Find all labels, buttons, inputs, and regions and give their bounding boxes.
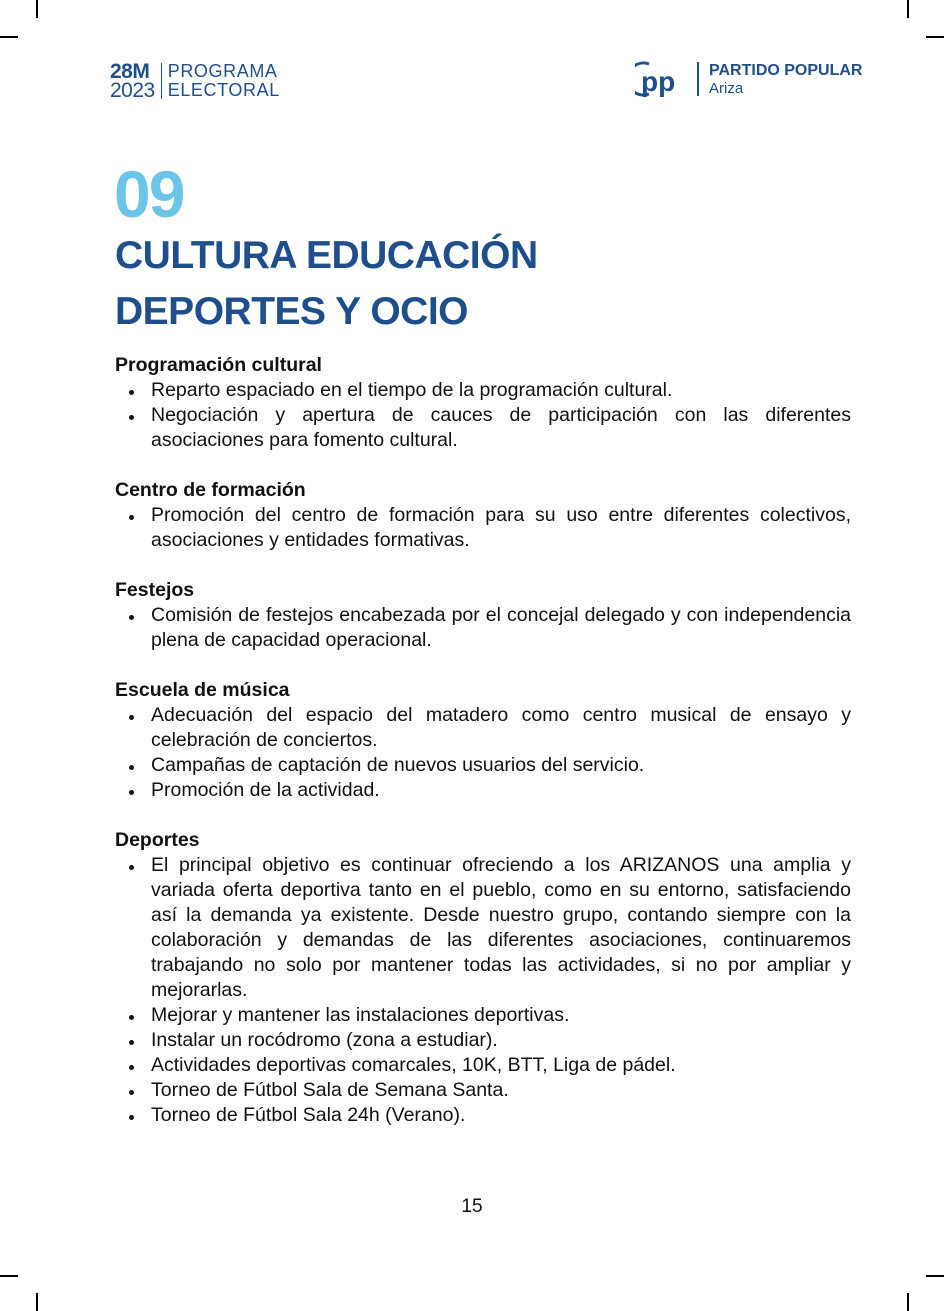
bullet-list: [115, 703, 851, 803]
brand-program: [168, 62, 280, 100]
bullet-icon: [129, 715, 134, 720]
crop-mark: [907, 1293, 909, 1311]
crop-mark: [0, 1275, 18, 1277]
section-festejos: [115, 578, 851, 653]
brand-date-bottom: 2023: [110, 79, 155, 102]
section-number: 09: [114, 157, 184, 231]
bullet-icon: [129, 1090, 134, 1095]
party-logo-text: pp: [641, 66, 676, 97]
list-item: [115, 378, 851, 403]
party-location: Ariza: [709, 79, 744, 97]
bullet-icon: [129, 765, 134, 770]
list-item: [115, 1028, 851, 1053]
list-item: [115, 1103, 851, 1128]
list-item: [115, 1003, 851, 1028]
list-item-text: Instalar un rocódromo (zona a estudiar).: [151, 1029, 498, 1051]
list-item-text: Promoción de la actividad.: [151, 779, 380, 801]
bullet-list: [115, 603, 851, 653]
section-heading: Escuela de música: [115, 679, 290, 701]
bullet-icon: [129, 1040, 134, 1045]
bullet-icon: [129, 865, 134, 870]
bullet-icon: [129, 1065, 134, 1070]
crop-mark: [36, 0, 38, 18]
page-title-line-2: DEPORTES Y OCIO: [115, 290, 468, 333]
brand-line-1: PROGRAMA: [167, 61, 278, 81]
bullet-icon: [129, 1015, 134, 1020]
party-text: [709, 62, 862, 97]
section-heading: Programación cultural: [115, 354, 322, 376]
page-number: 15: [461, 1196, 483, 1217]
section-deportes: [115, 828, 851, 1128]
bullet-icon: [129, 615, 134, 620]
bullet-icon: [129, 515, 134, 520]
list-item: [115, 1053, 851, 1078]
list-item-text: Reparto espaciado en el tiempo de la programación cultural.: [151, 379, 673, 401]
list-item: [115, 603, 851, 653]
crop-mark: [0, 36, 18, 38]
crop-mark: [926, 1275, 944, 1277]
party-logo-icon: [635, 60, 687, 98]
list-item-text: Campañas de captación de nuevos usuarios del servicio.: [151, 754, 645, 776]
list-item-text: Torneo de Fútbol Sala 24h (Verano).: [151, 1104, 466, 1126]
bullet-list: [115, 503, 851, 553]
brand-date-top: 28M: [110, 60, 150, 83]
list-item-text: Comisión de festejos encabezada por el concejal delegado y con independencia plena de capacidad operacional.: [151, 604, 851, 651]
bullet-list: [115, 378, 851, 453]
section-heading: Deportes: [115, 829, 200, 851]
section-programacion-cultural: [115, 353, 851, 453]
list-item: [115, 1078, 851, 1103]
program-content: [115, 353, 851, 1153]
section-escuela-musica: [115, 678, 851, 803]
section-centro-formacion: [115, 478, 851, 553]
brand-date: [110, 62, 155, 100]
bullet-icon: [129, 1115, 134, 1120]
bullet-list: [115, 853, 851, 1128]
list-item-text: Actividades deportivas comarcales, 10K, BTT, Liga de pádel.: [151, 1054, 676, 1076]
list-item: [115, 403, 851, 453]
list-item-text: Negociación y apertura de cauces de participación con las diferentes asociaciones para fomento cultural.: [151, 404, 851, 451]
party-brand: [635, 60, 862, 98]
bullet-icon: [129, 390, 134, 395]
list-item-text: Adecuación del espacio del matadero como centro musical de ensayo y celebración de conciertos.: [151, 704, 851, 751]
party-name: PARTIDO POPULAR: [709, 61, 863, 79]
list-item: [115, 753, 851, 778]
list-item-text: Torneo de Fútbol Sala de Semana Santa.: [151, 1079, 509, 1101]
campaign-brand: [110, 62, 280, 100]
list-item-text: El principal objetivo es continuar ofreciendo a los ARIZANOS una amplia y variada oferta deportiva tanto en el pueblo, como en su entorno, satisfaciendo así la demanda ya existente. Desde nuestro grupo, contando siempre con la colaboración y demandas de las diferentes asociaciones, continuaremos trabajando no solo por mantener todas las actividades, si no por ampliar y mejorarlas.: [151, 854, 851, 1001]
list-item: [115, 503, 851, 553]
party-divider: [697, 62, 699, 96]
section-heading: Festejos: [115, 579, 195, 601]
bullet-icon: [129, 790, 134, 795]
list-item-text: Promoción del centro de formación para su uso entre diferentes colectivos, asociaciones y entidades formativas.: [151, 504, 851, 551]
brand-line-2: ELECTORAL: [167, 80, 280, 100]
brand-divider: [161, 63, 162, 99]
list-item: [115, 778, 851, 803]
crop-mark: [907, 0, 909, 18]
section-heading: Centro de formación: [115, 479, 306, 501]
list-item-text: Mejorar y mantener las instalaciones deportivas.: [151, 1004, 570, 1026]
crop-mark: [36, 1293, 38, 1311]
crop-mark: [926, 36, 944, 38]
bullet-icon: [129, 415, 134, 420]
list-item: [115, 703, 851, 753]
page-title-line-1: CULTURA EDUCACIÓN: [115, 234, 538, 277]
list-item: [115, 853, 851, 1003]
